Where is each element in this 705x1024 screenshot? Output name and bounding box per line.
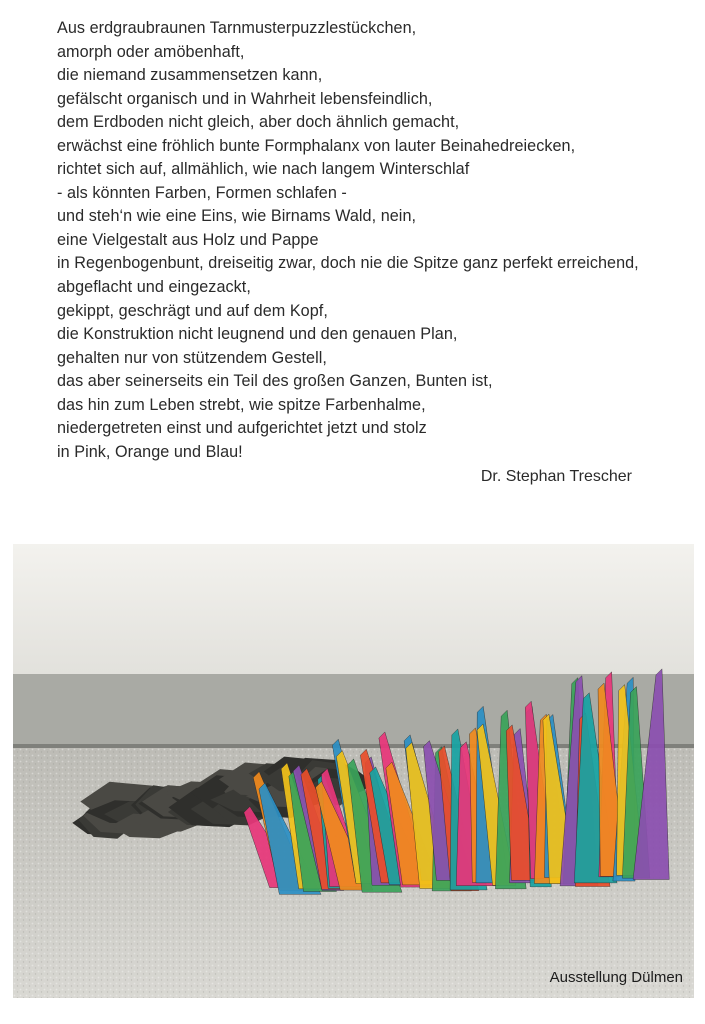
author-name: Dr. Stephan Trescher xyxy=(480,468,632,485)
poem-line: gefälscht organisch und in Wahrheit lebensfeindlich, xyxy=(57,89,433,108)
poem-line: die Konstruktion nicht leugnend und den genauen Plan, xyxy=(57,325,458,344)
poem-line: erwächst eine fröhlich bunte Formphalanx von lauter Beinahedreiecken, xyxy=(57,136,576,155)
poem-line: das hin zum Leben strebt, wie spitze Farbenhalme, xyxy=(57,395,426,414)
poem-line: richtet sich auf, allmählich, wie nach langem Winterschlaf xyxy=(57,160,470,179)
poem-line: die niemand zusammensetzen kann, xyxy=(57,66,323,85)
poem-line: dem Erdboden nicht gleich, aber doch ähnlich gemacht, xyxy=(57,113,460,132)
poem-line: und steh‘n wie eine Eins, wie Birnams Wald, nein, xyxy=(57,207,417,226)
poem-line: - als könnten Farben, Formen schlafen - xyxy=(57,183,347,202)
poem-line: Aus erdgraubraunen Tarnmusterpuzzlestückchen, xyxy=(57,19,417,37)
poem-line: gekippt, geschrägt und auf dem Kopf, xyxy=(57,301,328,320)
poem xyxy=(57,17,639,464)
exhibition-photo xyxy=(13,544,694,998)
wall xyxy=(13,544,694,674)
poem-line: in Regenbogenbunt, dreiseitig zwar, doch nie die Spitze ganz perfekt erreichend, xyxy=(57,254,639,273)
poem-line: das aber seinerseits ein Teil des großen Ganzen, Bunten ist, xyxy=(57,372,493,391)
poem-line: gehalten nur von stützendem Gestell, xyxy=(57,348,327,367)
poem-line: abgeflacht und eingezackt, xyxy=(57,278,251,297)
sculpture-illustration xyxy=(13,544,694,998)
poem-line: amorph oder amöbenhaft, xyxy=(57,42,245,61)
poem-line: niedergetreten einst und aufgerichtet jetzt und stolz xyxy=(57,419,427,438)
photo-caption: Ausstellung Dülmen xyxy=(549,969,683,986)
poem-line: eine Vielgestalt aus Holz und Pappe xyxy=(57,230,319,249)
poem-line: in Pink, Orange und Blau! xyxy=(57,442,243,461)
